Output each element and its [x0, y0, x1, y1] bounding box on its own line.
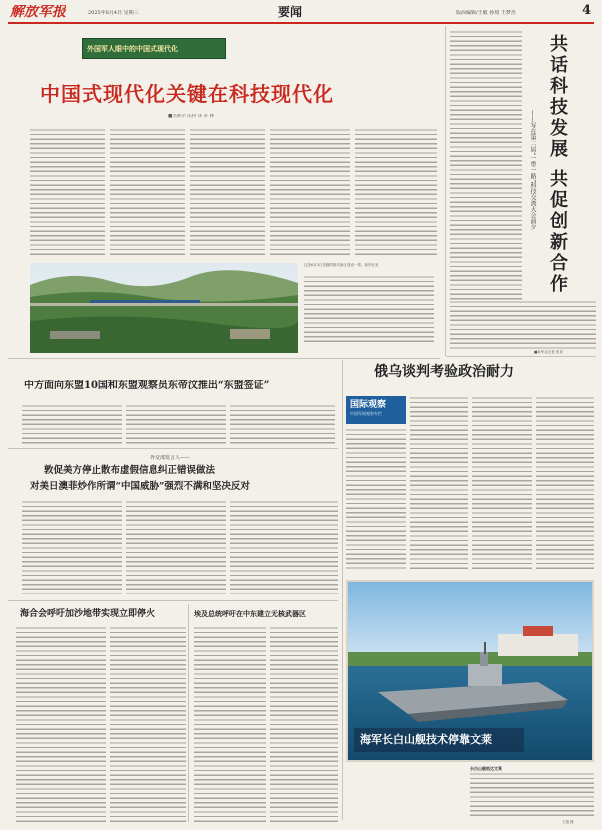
- intl-column-tag: [346, 396, 406, 424]
- paper-logo: 解放军报: [10, 5, 66, 20]
- page-editors: 版面编辑/王敏 孙琦 王梦杰: [456, 10, 516, 16]
- mfa-col-3: [230, 500, 338, 594]
- asean-col-2: [126, 404, 226, 444]
- header-rule: [8, 22, 594, 24]
- ship-headline-overlay: [354, 728, 524, 752]
- top-headline: 中国式现代化关键在科技现代化: [40, 82, 334, 106]
- mfa-headline-line2: 对美日澳菲炒作所谓“中国威胁”强烈不满和坚决反对: [30, 481, 250, 492]
- divider-top: [8, 358, 440, 359]
- mfa-headline-line1: 敦促美方停止散布虚假信息纠正错误做法: [44, 465, 216, 476]
- divider-lower: [8, 600, 338, 601]
- intl-column-tag-sub: 中国军网观察专栏: [350, 411, 382, 416]
- right-feature-byline: ■新华社记者 张泉: [534, 350, 563, 354]
- gcc-col-2: [110, 626, 186, 822]
- landscape-photo-art: [30, 263, 298, 353]
- divider-russia-vertical: [342, 360, 343, 820]
- mfa-kicker: 外交部发言人——: [150, 455, 191, 461]
- divider-right: [446, 356, 596, 357]
- russia-col-2: [472, 396, 532, 572]
- asean-headline: 中方面向东盟10国和东盟观察员东帝汶推出“东盟签证”: [24, 380, 270, 391]
- asean-col-3: [230, 404, 335, 444]
- intl-column-tag-text: 国际观察: [350, 400, 387, 410]
- series-tag-text: 外国军人眼中的中国式现代化: [87, 44, 178, 53]
- gcc-col-1: [16, 626, 106, 822]
- photo-caption-text: 这是6月3日拍摄的雄安新区建设一景。新华社发: [304, 263, 379, 267]
- top-article-col-3: [190, 128, 265, 258]
- top-article-col-1: [30, 128, 105, 258]
- top-article-col-5: [355, 128, 437, 258]
- russia-col-1: [410, 396, 468, 572]
- photo-caption-top: [304, 263, 440, 353]
- divider-right-vertical: [445, 26, 446, 356]
- ship-headline: 海军长白山舰技术停靠文莱: [360, 733, 492, 746]
- divider-mid: [8, 448, 338, 449]
- russia-col-3: [536, 396, 594, 572]
- russia-col-0: [346, 428, 406, 572]
- mfa-col-2: [126, 500, 226, 594]
- page-number: 4: [582, 4, 592, 18]
- mfa-col-1: [22, 500, 122, 594]
- egypt-col-1: [194, 626, 266, 822]
- ship-caption-label: 长白山舰抵达文莱: [470, 766, 502, 771]
- series-tag: [82, 38, 226, 59]
- right-feature-title: [546, 34, 598, 296]
- right-feature-subtitle: [528, 110, 542, 300]
- egypt-col-2: [270, 626, 338, 822]
- photo-caption-body: [304, 275, 434, 345]
- asean-col-1: [22, 404, 122, 444]
- egypt-headline: 埃及总统呼吁在中东建立无核武器区: [194, 609, 306, 618]
- issue-date: 2025年6月4日 星期三: [88, 10, 139, 16]
- gcc-headline: 海合会呼吁加沙地带实现立即停火: [20, 609, 156, 619]
- right-feature-subtitle-text: ——写在第二届“一带一路”科技交流大会前夕: [529, 110, 536, 231]
- right-feature-col-b: [450, 300, 596, 350]
- landscape-photo: [30, 263, 298, 353]
- ship-caption-body: [470, 772, 594, 818]
- top-article-col-4: [270, 128, 350, 258]
- ship-photo: [346, 580, 594, 762]
- top-article-col-2: [110, 128, 185, 258]
- masthead: [0, 0, 602, 24]
- ship-photo-credit: 王超 摄: [562, 820, 574, 824]
- top-byline: ■杰斯尔 沃特 译 卓 林: [168, 114, 214, 119]
- right-feature-title-text: 共话科技发展 共促创新合作: [547, 34, 568, 296]
- section-title: 要闻: [278, 5, 303, 19]
- divider-bottom-vertical: [188, 604, 189, 822]
- russia-headline: 俄乌谈判考验政治耐力: [374, 364, 514, 380]
